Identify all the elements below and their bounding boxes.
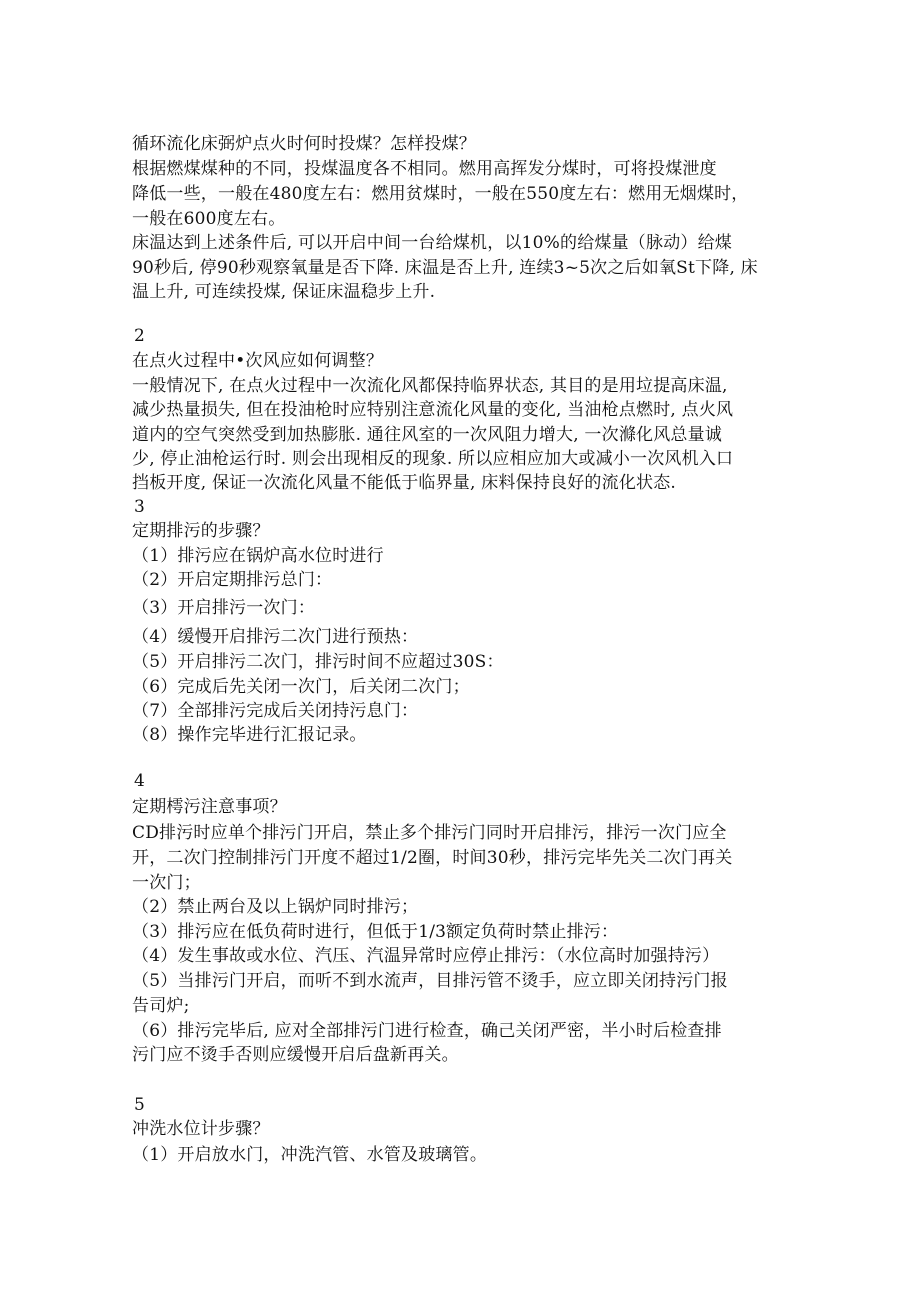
section-1-line-4: 床温达到上述条件后, 可以开启中间一台给煤机，以10%的给煤量（脉动）给煤 — [132, 233, 732, 253]
section-4-line-8: 告司炉; — [132, 996, 190, 1016]
section-2-line-1: 一般情况下, 在点火过程中一次流化风都保持临界状态, 其目的是用垃提高床温, — [132, 376, 728, 396]
section-3-number: 3 — [134, 497, 145, 517]
section-3-line-5: （5）开启排污二次门，排污时间不应超过30S： — [132, 652, 504, 672]
section-3-line-3: （3）开启排污一次门： — [132, 598, 316, 618]
section-2-number: 2 — [134, 326, 145, 346]
section-4-line-2: 开，二次门控制排污门开度不超过1/2圈，时间30秒，排污完毕先关二次门再关 — [132, 848, 733, 868]
section-4-line-1: CD排污时应单个排污门开启，禁止多个排污门同时开启排污，排污一次门应全 — [132, 823, 727, 843]
section-4-line-6: （4）发生事故或水位、汽压、汽温异常时应停止排污：（水位高时加强持污） — [132, 946, 720, 966]
section-2-line-2: 减少热量损失, 但在投油枪时应特别注意流化风量的变化, 当油枪点燃时, 点火风 — [132, 400, 734, 420]
section-2-question: 在点火过程中•次风应如何调整？ — [132, 351, 384, 371]
section-1-line-1: 根据燃煤煤种的不同，投煤温度各不相同。燃用高挥发分煤时，可将投煤泄度 — [132, 159, 717, 179]
section-1-line-5: 90秒后, 停90秒观察氧量是否下降. 床温是否上升, 连续3~5次之后如氧St下降, 床 — [132, 258, 758, 278]
section-4-line-4: （2）禁止两台及以上锅炉同时排污； — [132, 897, 419, 917]
section-4-number: 4 — [134, 771, 145, 791]
section-2-line-4: 少, 停止油枪运行时. 则会出现相反的现象. 所以应相应加大或减小一次风机入口 — [132, 449, 734, 469]
section-3-line-8: （8）操作完毕进行汇报记录。 — [132, 725, 367, 745]
section-1-line-2: 降低一些，一般在480度左右：燃用贫煤时，一般在550度左右：燃用无烟煤时， — [132, 184, 749, 204]
section-4-line-5: （3）排污应在低负荷时进行，但低于1/3额定负荷时禁止排污： — [132, 922, 619, 942]
section-4-line-7: （5）当排污门开启，而听不到水流声，目排污管不烫手，应立即关闭持污门报 — [132, 971, 728, 991]
section-5-line-1: （1）开启放水门，冲洗汽管、水管及玻璃管。 — [132, 1145, 488, 1165]
section-3-line-2: （2）开启定期排污总门： — [132, 570, 333, 590]
section-2-line-5: 挡板开度, 保证一次流化风量不能低于临界量, 床料保持良好的流化状态. — [132, 473, 677, 493]
section-5-question: 冲洗水位计步骤？ — [132, 1119, 270, 1139]
section-4-line-3: 一次门； — [132, 873, 201, 893]
section-4-line-10: 污门应不烫手否则应缓慢开启后盘新再关。 — [132, 1045, 459, 1065]
section-4-question: 定期樗污注意事项？ — [132, 797, 287, 817]
section-3-question: 定期排污的步骤？ — [132, 521, 270, 541]
section-2-line-3: 道内的空气突然受到加热膨胀. 通往风室的一次风阻力增大, 一次滌化风总量诚 — [132, 425, 723, 445]
section-5-number: 5 — [134, 1095, 145, 1115]
section-1-question: 循环流化床弼炉点火时何时投煤？怎样投煤？ — [132, 134, 476, 154]
section-3-line-4: （4）缓慢开启排污二次门进行预热： — [132, 627, 419, 647]
section-3-line-6: （6）完成后先关闭一次门，后关闭二次门； — [132, 677, 470, 697]
section-3-line-7: （7）全部排污完成后关闭持污息门： — [132, 701, 419, 721]
section-3-line-1: （1）排污应在锅炉高水位时进行 — [132, 546, 384, 566]
section-1-line-6: 温上升, 可连续投煤, 保证床温稳步上升. — [132, 282, 436, 302]
section-1-line-3: 一般在600度左右。 — [132, 209, 286, 229]
section-4-line-9: （6）排污完毕后, 应对全部排污门进行检查，确己关闭严密，半小时后检查排 — [132, 1021, 722, 1041]
